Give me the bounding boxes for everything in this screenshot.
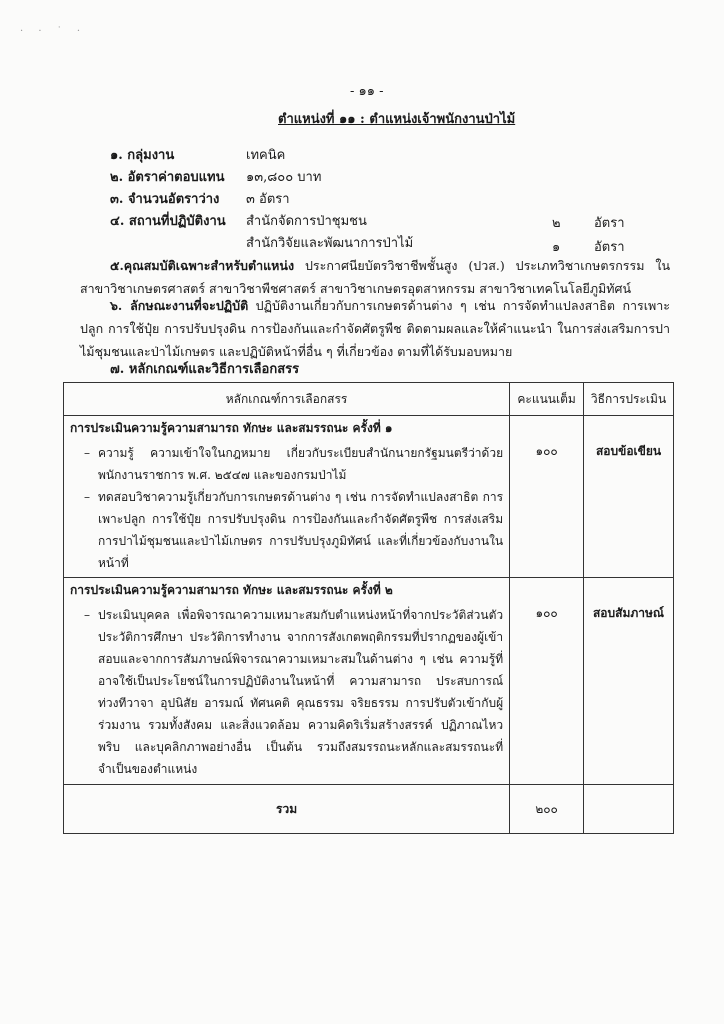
vacancy-label: ๓. จำนวนอัตราว่าง [110,192,220,207]
list-item: – ประเมินบุคคล เพื่อพิจารณาความเหมาะสมกับตำแหน่งหน้าที่จากประวัติส่วนตัวประวัติการศึกษา ประวัติการทำงาน จากการสังเกตพฤติกรรมที่ปรากฏของผู้เข้าสอบและจากการสัมภาษณ์พิจารณาความเหมาะสมในด้านต่าง ๆ เช่น ความรู้ที่อาจใช้เป็นประโยชน์ในการปฏิบัติงานในหน้าที่ ความสามารถ ประสบการณ์ ท่วงทีวาจา อุปนิสัย อารมณ์ ทัศนคติ คุณธรรม จริยธรรม การปรับตัวเข้ากับผู้ร่วมงาน รวมทั้งสังคม และสิ่งแวดล้อม ความคิดริเริ่มสร้างสรรค์ ปฏิภาณไหวพริบ และบุคลิกภาพอย่างอื่น เป็นต้น รวมถึงสมรรถนะหลักและสมรรถนะที่จำเป็นของตำแหน่ง [84,608,504,776]
workplace-name: สำนักวิจัยและพัฒนาการป่าไม้ [246,236,414,251]
total-label: รวม [64,785,510,834]
table-header-row [64,383,674,416]
scan-specks: · · ˙ · [20,26,87,37]
group-value: เทคนิค [246,148,286,163]
salary-value: ๑๓,๘๐๐ บาท [246,170,322,185]
workplace-unit: อัตรา [594,240,625,255]
total-empty-cell [584,785,674,834]
score-cell: ๑๐๐ [510,578,584,785]
criteria-table [63,382,674,834]
workplace-count: ๑ [552,240,561,255]
workplace-name: สำนักจัดการป่าชุมชน [246,214,367,229]
header-score: คะแนนเต็ม [510,383,584,416]
table-row [64,578,674,785]
section-title: การประเมินความรู้ความสามารถ ทักษะ และสมรรถนะ ครั้งที่ ๒ [70,583,393,597]
header-criteria: หลักเกณฑ์การเลือกสรร [64,383,510,416]
score-cell: ๑๐๐ [510,416,584,578]
workplace-label: ๔. สถานที่ปฏิบัติงาน [110,214,226,229]
salary-label: ๒. อัตราค่าตอบแทน [110,170,225,185]
duties-paragraph [80,294,670,363]
vacancy-value: ๓ อัตรา [246,192,290,207]
position-title: ตำแหน่งที่ ๑๑ : ตำแหน่งเจ้าพนักงานป่าไม้ [278,112,516,127]
page-number: - ๑๑ - [350,84,384,99]
total-score: ๒๐๐ [510,785,584,834]
list-item: – ความรู้ ความเข้าใจในกฎหมาย เกี่ยวกับระเบียบสำนักนายกรัฐมนตรีว่าด้วยพนักงานราชการ พ.ศ. ๒๕๔๗ และของกรมป่าไม้ [84,446,504,482]
criteria-cell [64,416,510,578]
list-item: – ทดสอบวิชาความรู้เกี่ยวกับการเกษตรด้านต่าง ๆ เช่น การจัดทำแปลงสาธิต การเพาะปลูก การใช้ปุ๋ย การปรับปรุงดิน การป้องกันและกำจัดศัตรูพืช การส่งเสริมการปาไม้ชุมชนและป่าไม้เกษตร การปรับปรุงภูมิทัศน์ และที่เกี่ยวข้องกับงานในหน้าที่ [84,490,504,570]
workplace-unit: อัตรา [594,216,625,231]
method-cell: สอบข้อเขียน [584,416,674,578]
qualifications-text: ประกาศนียบัตรวิชาชีพชั้นสูง (ปวส.) ประเภทวิชาเกษตรกรรม ในสาขาวิชาเกษตรศาสตร์ สาขาวิชาพืชศาสตร์ สาขาวิชาเกษตรอุตสาหกรรม สาขาวิชาเทคโนโลยีภูมิทัศน์ [80,258,670,296]
duties-text: ปฏิบัติงานเกี่ยวกับการเกษตรด้านต่าง ๆ เช่น การจัดทำแปลงสาธิต การเพาะปลูก การใช้ปุ๋ย การปรับปรุงดิน การป้องกันและกำจัดศัตรูพืช ติดตามผลและให้คำแนะนำ ในการส่งเสริมการปาไม้ชุมชนและป่าไม้เกษตร และปฏิบัติหน้าที่อื่น ๆ ที่เกี่ยวข้อง ตามที่ได้รับมอบหมาย [80,298,670,359]
qualifications-label: ๕.คุณสมบัติเฉพาะสำหรับตำแหน่ง [110,258,295,273]
group-label: ๑. กลุ่มงาน [110,148,175,163]
section-title: การประเมินความรู้ความสามารถ ทักษะ และสมรรถนะ ครั้งที่ ๑ [70,421,393,435]
duties-label: ๖. ลักษณะงานที่จะปฏิบัติ [110,298,249,313]
table-row [64,416,674,578]
method-cell: สอบสัมภาษณ์ [584,578,674,785]
table-total-row [64,785,674,834]
header-method: วิธีการประเมิน [584,383,674,416]
workplace-count: ๒ [552,216,561,231]
criteria-heading: ๗. หลักเกณฑ์และวิธีการเลือกสรร [110,362,300,377]
criteria-cell [64,578,510,785]
